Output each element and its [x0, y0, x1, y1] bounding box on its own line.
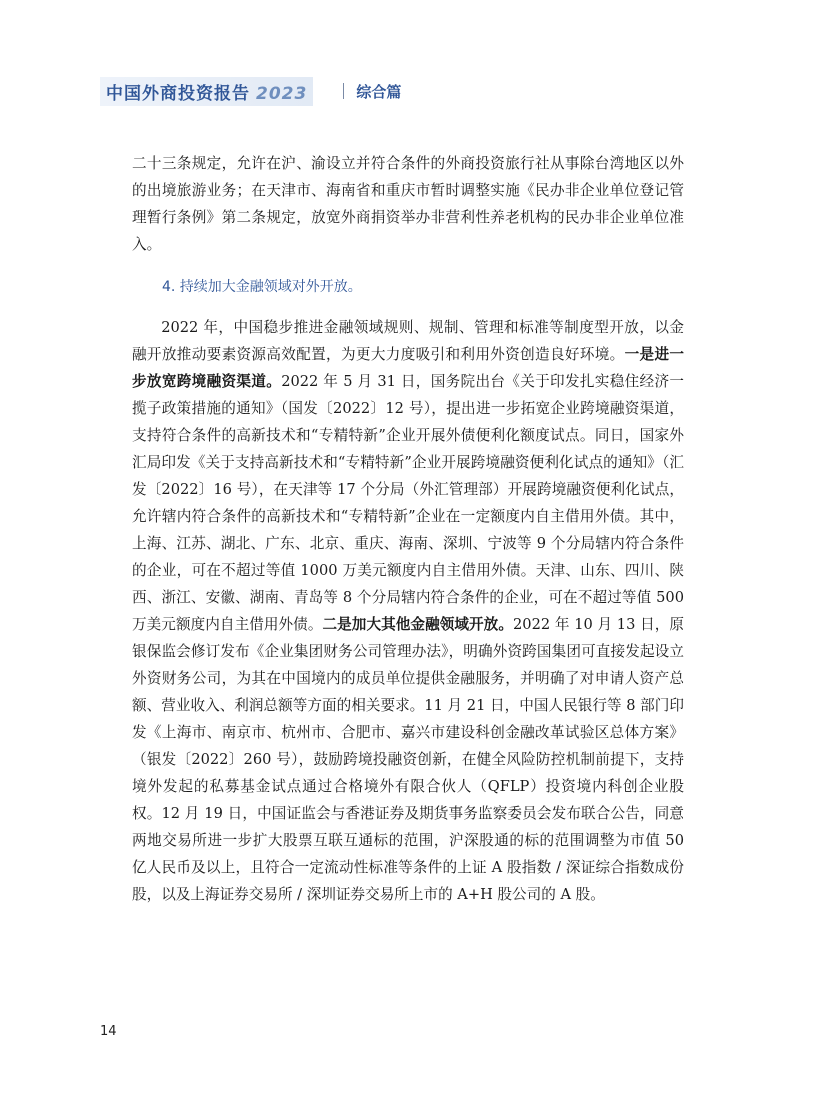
page-body — [132, 150, 684, 908]
paragraph-text-2: 2022 年 5 月 31 日，国务院出台《关于印发扎实稳住经济一揽子政策措施的通知》（国发〔2022〕12 号），提出进一步拓宽企业跨境融资渠道，支持符合条件的高新技术和“专精特新”企业开展外债便利化额度试点。同日，国家外汇局印发《关于支持高新技术和“专精特新”企业开展跨境融资便利化试点的通知》（汇发〔2022〕16 号），在天津等 17 个分局（外汇管理部）开展跨境融资便利化试点，允许辖内符合条件的高新技术和“专精特新”企业在一定额度内自主借用外债。其中，上海、江苏、湖北、广东、北京、重庆、海南、深圳、宁波等 9 个分局辖内符合条件的企业，可在不超过等值 1000 万美元额度内自主借用外债。天津、山东、四川、陕西、浙江、安徽、湖南、青岛等 8 个分局辖内符合条件的企业，可在不超过等值 500 万美元额度内自主借用外债。 — [132, 373, 684, 633]
paragraph-finance-opening — [132, 314, 684, 908]
paragraph-text-3: 2022 年 10 月 13 日，原银保监会修订发布《企业集团财务公司管理办法》，明确外资跨国集团可直接发起设立外资财务公司，为其在中国境内的成员单位提供金融服务，并明确了对申请人资产总额、营业收入、利润总额等方面的相关要求。11 月 21 日，中国人民银行等 8 部门印发《上海市、南京市、杭州市、合肥市、嘉兴市建设科创金融改革试验区总体方案》（银发〔2022〕260 号），鼓励跨境投融资创新，在健全风险防控机制前提下，支持境外发起的私募基金试点通过合格境外有限合伙人（QFLP）投资境内科创企业股权。12 月 19 日，中国证监会与香港证券及期货事务监察委员会发布联合公告，同意两地交易所进一步扩大股票互联互通标的范围，沪深股通的标的范围调整为市值 50 亿人民币及以上，且符合一定流动性标准等条件的上证 A 股指数 / 深证综合指数成份股，以及上海证券交易所 / 深圳证券交易所上市的 A+H 股公司的 A 股。 — [132, 616, 684, 903]
page-number: 14 — [100, 1024, 117, 1039]
paragraph-text-1: 2022 年，中国稳步推进金融领域规则、规制、管理和标准等制度型开放，以金融开放推动要素资源高效配置，为更大力度吸引和利用外资创造良好环境。 — [132, 319, 684, 363]
report-year: 2023 — [256, 83, 308, 104]
bold-point-2: 二是加大其他金融领域开放。 — [322, 616, 513, 633]
header-divider — [343, 83, 344, 99]
paragraph-continuation: 二十三条规定，允许在沪、渝设立并符合条件的外商投资旅行社从事除台湾地区以外的出境旅游业务；在天津市、海南省和重庆市暂时调整实施《民办非企业单位登记管理暂行条例》第二条规定，放宽外商捐资举办非营利性养老机构的民办非企业单位准入。 — [132, 155, 684, 253]
running-header — [100, 78, 401, 104]
report-title-text: 中国外商投资报告 — [106, 83, 250, 104]
bold-point-1: 一是进一步放宽跨境融资渠道。 — [132, 346, 684, 390]
subsection-heading: 4. 持续加大金融领域对外开放。 — [162, 279, 362, 295]
report-title — [100, 77, 313, 106]
section-name: 综合篇 — [356, 82, 402, 101]
